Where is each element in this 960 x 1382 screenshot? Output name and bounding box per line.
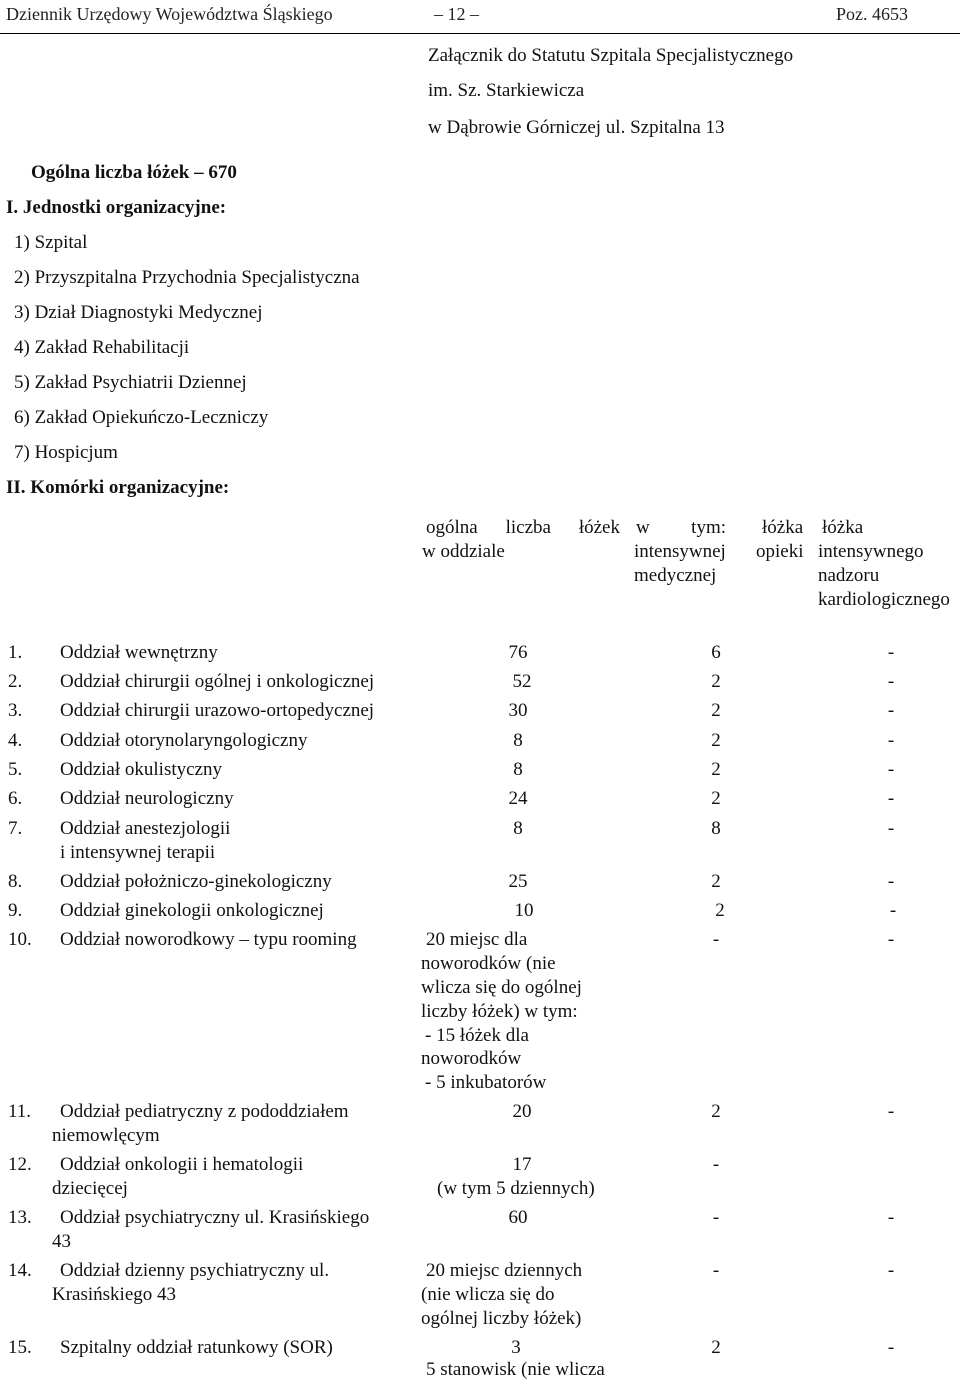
beds-desc-line: wlicza się do ogólnej bbox=[421, 977, 582, 998]
unit-item: 1) Szpital bbox=[14, 232, 88, 253]
ward-name: Oddział chirurgii ogólnej i onkologicznej bbox=[60, 671, 375, 692]
beds-desc-line: (nie wlicza się do bbox=[421, 1284, 555, 1305]
cardio-count: - bbox=[887, 1101, 895, 1122]
total-beds: Ogólna liczba łóżek – 670 bbox=[31, 162, 237, 183]
col-header-cardio-a: łóżka bbox=[822, 517, 864, 538]
beds-note: (w tym 5 dziennych) bbox=[437, 1178, 595, 1199]
beds-desc-line: liczby łóżek) w tym: bbox=[421, 1001, 578, 1022]
cardio-count: - bbox=[887, 642, 895, 663]
cardio-count: - bbox=[887, 730, 895, 751]
row-number: 4. bbox=[8, 730, 23, 751]
unit-item: 5) Zakład Psychiatrii Dziennej bbox=[14, 372, 247, 393]
row-number: 14. bbox=[8, 1260, 32, 1281]
beds-count: 8 bbox=[513, 818, 523, 839]
beds-count: 24 bbox=[508, 788, 528, 809]
row-number: 1. bbox=[8, 642, 23, 663]
row-number: 13. bbox=[8, 1207, 32, 1228]
row-number: 15. bbox=[8, 1337, 32, 1358]
col-header-cardio-b: intensywnego bbox=[818, 541, 924, 562]
col-header-cardio-c: nadzoru bbox=[818, 565, 880, 586]
col-header-beds: ogólna liczba łóżek bbox=[426, 517, 620, 538]
beds-count: 52 bbox=[512, 671, 532, 692]
beds-count: 25 bbox=[508, 871, 528, 892]
ward-name: Oddział okulistyczny bbox=[60, 759, 222, 780]
icu-count: 6 bbox=[711, 642, 721, 663]
ward-name: Szpitalny oddział ratunkowy (SOR) bbox=[60, 1337, 333, 1358]
ward-name: Oddział wewnętrzny bbox=[60, 642, 218, 663]
col-header-icu: w tym: bbox=[636, 517, 726, 538]
beds-desc-line: 20 miejsc dziennych bbox=[426, 1260, 583, 1281]
ward-name: Oddział położniczo-ginekologiczny bbox=[60, 871, 332, 892]
cardio-count: - bbox=[887, 818, 895, 839]
icu-count: - bbox=[712, 1207, 720, 1228]
ward-name: Oddział noworodkowy – typu rooming bbox=[60, 929, 357, 950]
col-header-icu-c: intensywnej bbox=[634, 541, 726, 562]
beds-count: 76 bbox=[508, 642, 528, 663]
icu-count: 8 bbox=[711, 818, 721, 839]
unit-item: 7) Hospicjum bbox=[14, 442, 118, 463]
ward-name: Oddział otorynolaryngologiczny bbox=[60, 730, 308, 751]
unit-item: 2) Przyszpitalna Przychodnia Specjalistyczna bbox=[14, 267, 360, 288]
beds-count: 8 bbox=[513, 759, 523, 780]
row-number: 5. bbox=[8, 759, 23, 780]
row-number: 3. bbox=[8, 700, 23, 721]
icu-count: 2 bbox=[711, 671, 721, 692]
beds-desc-line: noworodków bbox=[421, 1048, 522, 1069]
ward-name-line2: niemowlęcym bbox=[52, 1125, 160, 1146]
publication-title: Dziennik Urzędowy Województwa Śląskiego bbox=[6, 4, 333, 24]
icu-count: 2 bbox=[715, 900, 725, 921]
section-one-title: I. Jednostki organizacyjne: bbox=[6, 197, 227, 218]
beds-desc-line: - 5 inkubatorów bbox=[425, 1072, 547, 1093]
row-number: 6. bbox=[8, 788, 23, 809]
annex-line-3: w Dąbrowie Górniczej ul. Szpitalna 13 bbox=[428, 117, 725, 138]
icu-count: 2 bbox=[711, 759, 721, 780]
beds-desc-line: - 15 łóżek dla bbox=[425, 1025, 529, 1046]
row-number: 10. bbox=[8, 929, 32, 950]
col-header-icu-e: medycznej bbox=[634, 565, 717, 586]
ward-name: Oddział anestezjologii bbox=[60, 818, 231, 839]
beds-count: 3 bbox=[511, 1337, 521, 1358]
icu-count: 2 bbox=[711, 700, 721, 721]
beds-note: 5 stanowisk (nie wlicza bbox=[426, 1359, 605, 1380]
icu-count: - bbox=[712, 1260, 720, 1281]
icu-count: 2 bbox=[711, 1337, 721, 1358]
row-number: 11. bbox=[8, 1101, 32, 1122]
row-number: 8. bbox=[8, 871, 23, 892]
beds-desc-line: ogólnej liczby łóżek) bbox=[421, 1308, 582, 1329]
annex-line-2: im. Sz. Starkiewicza bbox=[428, 80, 585, 101]
cardio-count: - bbox=[887, 1207, 895, 1228]
ward-name: Oddział dzienny psychiatryczny ul. bbox=[60, 1260, 330, 1281]
unit-item: 4) Zakład Rehabilitacji bbox=[14, 337, 190, 358]
position-number: Poz. 4653 bbox=[836, 4, 908, 24]
annex-line-1: Załącznik do Statutu Szpitala Specjalistycznego bbox=[428, 45, 794, 66]
header-rule bbox=[0, 33, 960, 34]
ward-name: Oddział pediatryczny z pododdziałem bbox=[60, 1101, 349, 1122]
icu-count: 2 bbox=[711, 871, 721, 892]
ward-name: Oddział chirurgii urazowo-ortopedycznej bbox=[60, 700, 375, 721]
unit-item: 3) Dział Diagnostyki Medycznej bbox=[14, 302, 263, 323]
page-number: – 12 – bbox=[434, 4, 479, 24]
icu-count: 2 bbox=[711, 1101, 721, 1122]
beds-count: 8 bbox=[513, 730, 523, 751]
beds-desc-line: noworodków (nie bbox=[421, 953, 556, 974]
beds-count: 60 bbox=[508, 1207, 528, 1228]
beds-desc-line: 20 miejsc dla bbox=[426, 929, 528, 950]
beds-count: 10 bbox=[514, 900, 534, 921]
row-number: 2. bbox=[8, 671, 23, 692]
cardio-count: - bbox=[887, 1260, 895, 1281]
row-number: 7. bbox=[8, 818, 23, 839]
beds-count: 30 bbox=[508, 700, 528, 721]
cardio-count: - bbox=[887, 871, 895, 892]
col-header-icu-b: łóżka bbox=[762, 517, 804, 538]
beds-count: 20 bbox=[512, 1101, 532, 1122]
cardio-count: - bbox=[889, 900, 897, 921]
row-number: 12. bbox=[8, 1154, 32, 1175]
ward-name: Oddział onkologii i hematologii bbox=[60, 1154, 304, 1175]
icu-count: 2 bbox=[711, 730, 721, 751]
col-header-cardio-d: kardiologicznego bbox=[818, 589, 950, 610]
col-header-beds-line2: w oddziale bbox=[422, 541, 505, 562]
ward-name: Oddział ginekologii onkologicznej bbox=[60, 900, 324, 921]
icu-count: - bbox=[712, 929, 720, 950]
cardio-count: - bbox=[887, 700, 895, 721]
ward-name-line2: i intensywnej terapii bbox=[60, 842, 216, 863]
cardio-count: - bbox=[887, 929, 895, 950]
cardio-count: - bbox=[887, 671, 895, 692]
beds-count: 17 bbox=[512, 1154, 532, 1175]
ward-name-line2: 43 bbox=[52, 1231, 71, 1252]
cardio-count: - bbox=[887, 759, 895, 780]
col-header-icu-d: opieki bbox=[756, 541, 804, 562]
row-number: 9. bbox=[8, 900, 23, 921]
cardio-count: - bbox=[887, 1337, 895, 1358]
icu-count: 2 bbox=[711, 788, 721, 809]
icu-count: - bbox=[712, 1154, 720, 1175]
ward-name: Oddział neurologiczny bbox=[60, 788, 234, 809]
unit-item: 6) Zakład Opiekuńczo-Leczniczy bbox=[14, 407, 269, 428]
ward-name-line2: Krasińskiego 43 bbox=[52, 1284, 177, 1305]
ward-name: Oddział psychiatryczny ul. Krasińskiego bbox=[60, 1207, 370, 1228]
cardio-count: - bbox=[887, 788, 895, 809]
section-two-title: II. Komórki organizacyjne: bbox=[6, 477, 230, 498]
ward-name-line2: dziecięcej bbox=[52, 1178, 128, 1199]
